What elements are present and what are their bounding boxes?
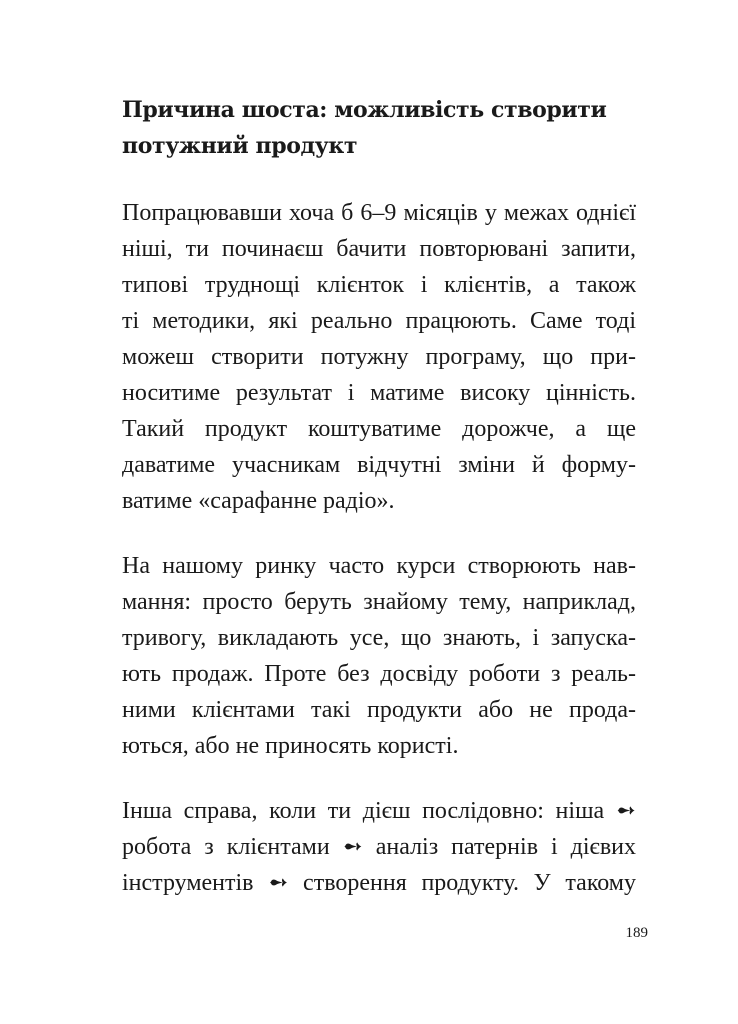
- text-line: На нашому ринку часто курси створюють нав-: [122, 553, 636, 579]
- text-line: ють продаж. Проте без досвіду роботи з реаль-: [122, 661, 636, 687]
- text-line: Інша справа, коли ти дієш послідовно: ніша ➻: [122, 798, 636, 824]
- text-line: робота з клієнтами ➻ аналіз патернів і дієвих: [122, 834, 636, 860]
- text-line: інструментів ➻ створення продукту. У такому: [122, 870, 636, 896]
- text-line: тривогу, викладають усе, що знають, і запуска-: [122, 625, 636, 651]
- text-line: ними клієнтами такі продукти або не прода-: [122, 697, 636, 723]
- text-line: мання: просто беруть знайому тему, наприклад,: [122, 589, 636, 615]
- text-line: даватиме учасникам відчутні зміни й форму-: [122, 452, 636, 478]
- text-line: Попрацювавши хоча б 6–9 місяців у межах однієї: [122, 200, 636, 226]
- section-heading-line: Причина шоста: можливість створити: [122, 97, 607, 123]
- text-line: типові труднощі клієнток і клієнтів, а також: [122, 272, 636, 298]
- text-line: ватиме «сарафанне радіо».: [122, 488, 395, 514]
- text-line: носитиме результат і матиме високу цінність.: [122, 380, 636, 406]
- page-number: 189: [625, 925, 648, 941]
- section-heading-line: потужний продукт: [122, 133, 358, 159]
- text-line: ті методики, які реально працюють. Саме тоді: [122, 308, 636, 334]
- text-line: Такий продукт коштуватиме дорожче, а ще: [122, 416, 636, 442]
- text-line: ються, або не приносять користі.: [122, 733, 459, 759]
- text-line: ніші, ти починаєш бачити повторювані запити,: [122, 236, 636, 262]
- text-line: можеш створити потужну програму, що при-: [122, 344, 636, 370]
- section-heading: [122, 92, 622, 164]
